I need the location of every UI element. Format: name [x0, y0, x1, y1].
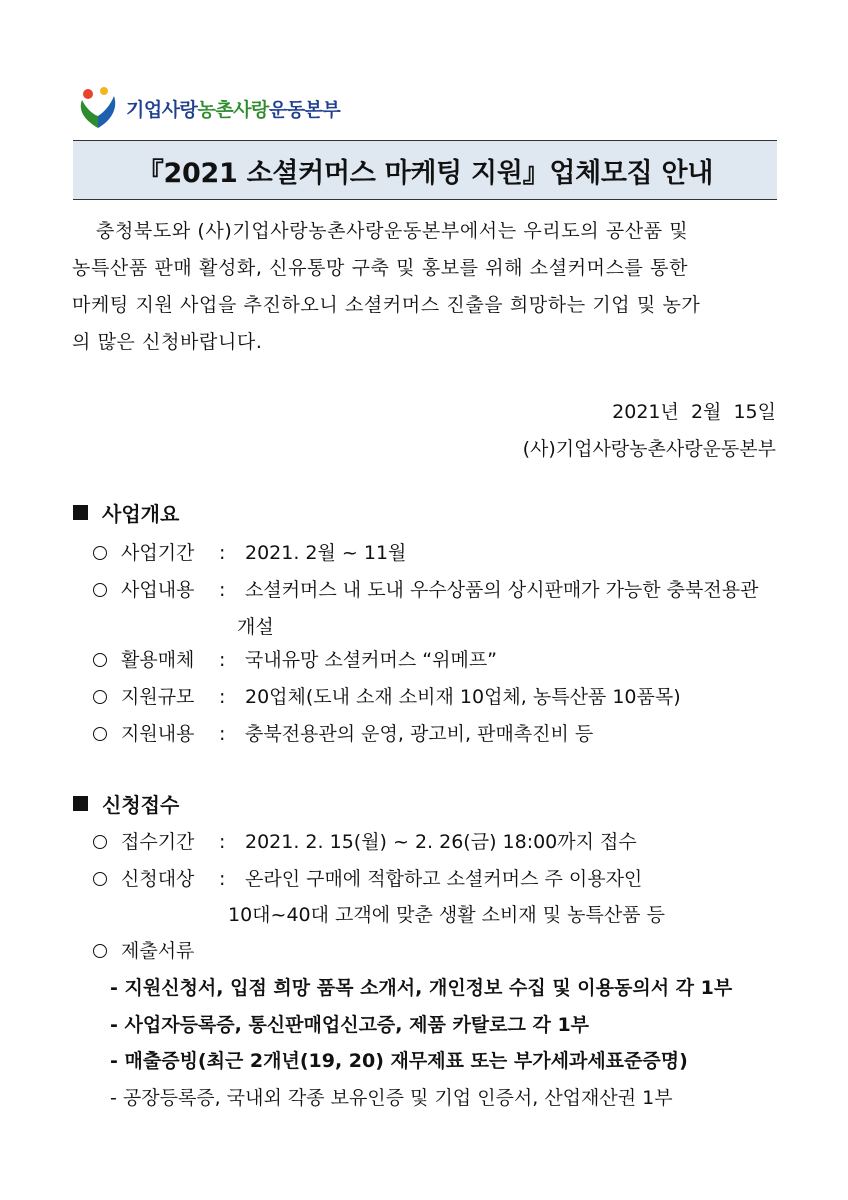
organization-logo — [74, 86, 340, 130]
overview-item: 활용매체 : 국내유망 소셜커머스 “위메프” — [93, 645, 497, 672]
circle-bullet-icon — [93, 944, 107, 958]
overview-item-continuation: 개설 — [237, 616, 274, 638]
circle-bullet-icon — [93, 872, 107, 886]
application-item-continuation: 10대~40대 고객에 맞춘 생활 소비재 및 농특산품 등 — [228, 904, 665, 926]
issue-date: 2021년 2월 15일 — [612, 401, 776, 423]
application-item: 신청대상 : 온라인 구매에 적합하고 소셜커머스 주 이용자인 — [93, 864, 642, 891]
title-banner — [73, 140, 777, 200]
overview-item: 사업내용 : 소셜커머스 내 도내 우수상품의 상시판매가 가능한 충북전용관 — [93, 575, 758, 602]
overview-item: 지원내용 : 충북전용관의 운영, 광고비, 판매촉진비 등 — [93, 719, 593, 746]
document-title: 『2021 소셜커머스 마케팅 지원』업체모집 안내 — [136, 157, 714, 189]
circle-bullet-icon — [93, 583, 107, 597]
overview-item: 사업기간 : 2021. 2월 ~ 11월 — [93, 538, 406, 565]
issuer-organization: (사)기업사랑농촌사랑운동본부 — [522, 438, 776, 460]
section-heading-overview: 사업개요 — [73, 498, 179, 527]
circle-bullet-icon — [93, 690, 107, 704]
logo-text: 기업사랑농촌사랑운동본부 — [126, 98, 341, 121]
issue-date-block — [523, 394, 776, 468]
application-item: 제출서류 — [93, 936, 194, 963]
logo-emblem-icon — [74, 86, 122, 130]
circle-bullet-icon — [93, 727, 107, 741]
document-list-item: - 지원신청서, 입점 희망 품목 소개서, 개인정보 수집 및 이용동의서 각 1부 — [110, 977, 733, 999]
square-bullet-icon — [73, 505, 88, 520]
circle-bullet-icon — [93, 653, 107, 667]
circle-bullet-icon — [93, 835, 107, 849]
document-list-item: - 공장등록증, 국내외 각종 보유인증 및 기업 인증서, 산업재산권 1부 — [110, 1087, 673, 1109]
section-heading-application: 신청접수 — [73, 789, 179, 818]
overview-item: 지원규모 : 20업체(도내 소재 소비재 10업체, 농특산품 10품목) — [93, 682, 681, 709]
circle-bullet-icon — [93, 546, 107, 560]
square-bullet-icon — [73, 796, 88, 811]
document-list-item: - 사업자등록증, 통신판매업신고증, 제품 카탈로그 각 1부 — [110, 1014, 590, 1036]
document-list-item: - 매출증빙(최근 2개년(19, 20) 재무제표 또는 부가세과세표준증명) — [110, 1050, 688, 1072]
application-item: 접수기간 : 2021. 2. 15(월) ~ 2. 26(금) 18:00까지 접수 — [93, 827, 637, 854]
intro-paragraph: 충청북도와 (사)기업사랑농촌사랑운동본부에서는 우리도의 공산품 및 농특산품 판매 활성화, 신유통망 구축 및 홍보를 위해 소셜커머스를 통한 마케팅 지원 사업을 추진하오니 소셜커머스 진출을 희망하는 기업 및 농가 의 많은 신청바랍니다. — [72, 220, 701, 353]
